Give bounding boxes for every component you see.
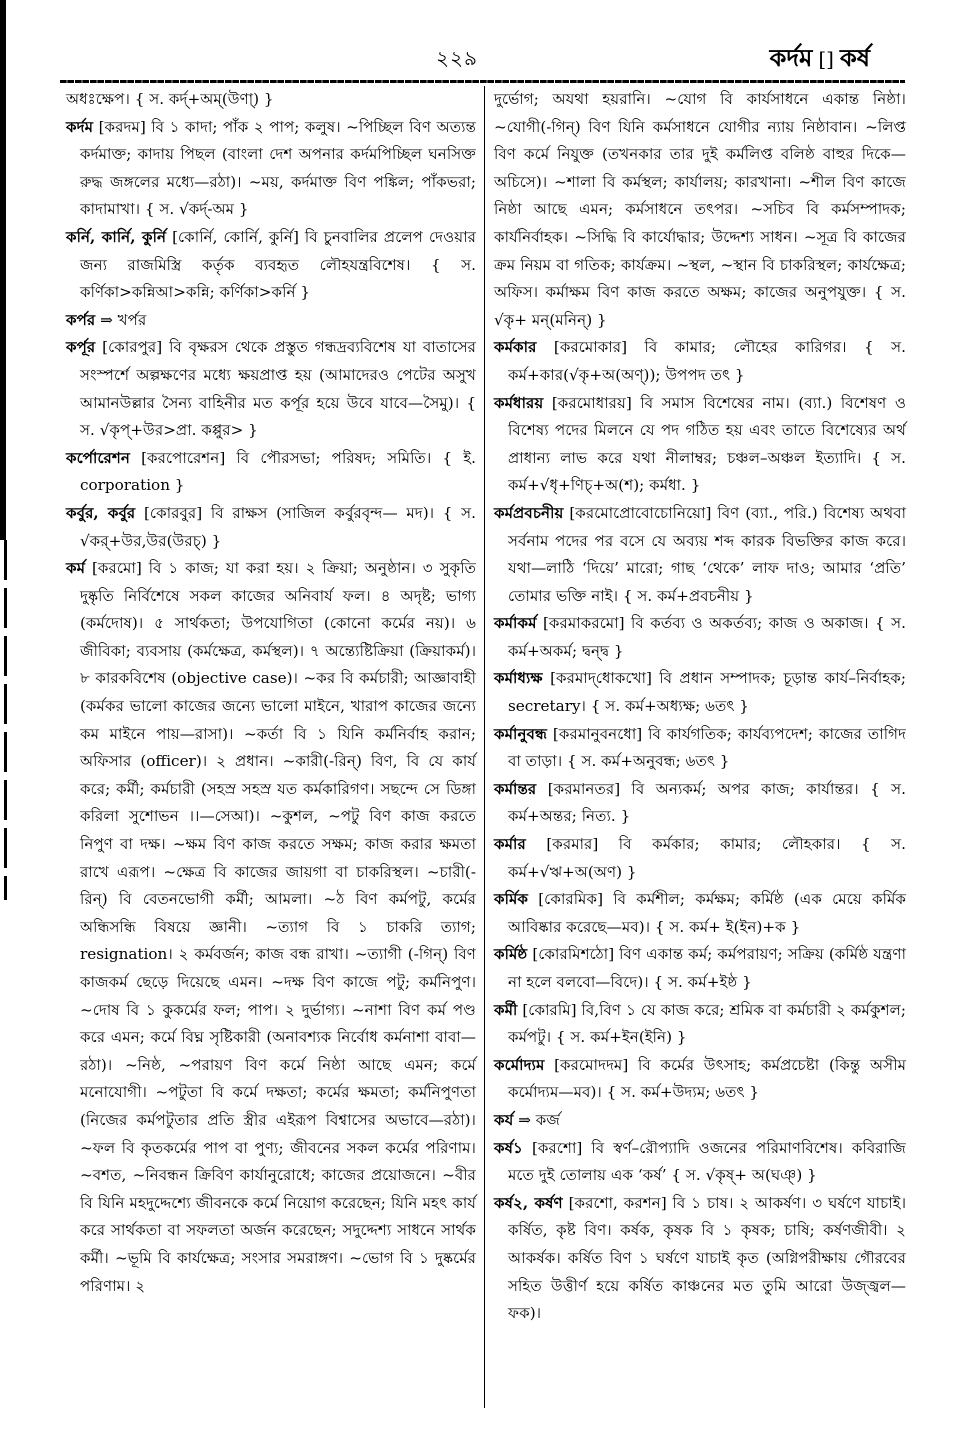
entry-definition: [করমোপ্রোবোচোনিয়ো] বিণ (ব্যা., পরি.) বিশেষ্য অথবা সর্বনাম পদের পর বসে যে অব্যয় শব্দ কারক বিভক্তির কাজ করে। যথা—লাঠি ‘দিয়ে’ মারো; গাছ ‘থেকে’ লাফ দাও; আমার ‘প্রতি’ তোমার ভক্তি নাই। { স. কর্ম+প্রবচনীয় }	[508, 503, 907, 605]
headword: কর্মোদ্যম	[494, 1055, 545, 1074]
headword: কর্পর	[66, 310, 96, 329]
dictionary-entry	[66, 334, 476, 444]
headword: কর্মী	[494, 1000, 518, 1019]
dictionary-entry	[66, 307, 476, 335]
entry-definition: [করমাদ্‌ধোকখো] বি প্রধান সম্পাদক; চূড়ান্ত কার্য–নির্বাহক; secretary। { স. কর্ম+অধ্যক্ষ; ৬তৎ }	[508, 669, 906, 716]
entry-definition: [কোরপুর] বি বৃক্ষরস থেকে প্রস্তুত গন্ধদ্রব্যবিশেষ যা বাতাসের সংস্পর্শে অল্পক্ষণের মধ্যে ক্ষয়প্রাপ্ত হয় (আমাদেরও পেটের অসুখ আমানউল্লার সৈন্য বাহিনীর মত কর্পূর হয়ে উবে যাবে—সৈমু)। { স. √কৃপ্+উর>প্রা. কপ্পুর> }	[80, 338, 476, 440]
dictionary-entry	[66, 445, 476, 500]
entry-definition: [করদম] বি ১ কাদা; পাঁক ২ পাপ; কলুষ। ~পিচ্ছিল বিণ অত্যন্ত কর্দমাক্ত; কাদায় পিছল (বাংলা দেশ অপনার কর্দমপিচ্ছিল ঘনসিক্ত রুদ্ধ জঙ্গলের মধ্যে—রঠা)। ~ময়, কর্দমাক্ত বিণ পঙ্কিল; পাঁকভরা; কাদামাখা। { স. √কর্দ্-অম }	[80, 117, 477, 219]
entry-definition: [করশো, করশন] বি ১ চাষ। ২ আকর্ষণ। ৩ ঘর্ষণে যাচাই। কর্ষিত, কৃষ্ট বিণ। কর্ষক, কৃষক বি ১ কৃষক; চাষি; কর্ষণজীবী। ২ আকর্ষক। কর্ষিত বিণ ১ ঘর্ষণে যাচাই কৃত (অগ্নিপরীক্ষায় গৌরবের সহিত উত্তীর্ণ হয়ে কর্ষিত কাঞ্চনের মত তুমি আরো উজ্জ্বল— ফক)।	[508, 1193, 906, 1323]
headword: কর্পূর	[66, 338, 96, 357]
entry-definition: [করমোদদম] বি কর্মের উৎসাহ; কর্মপ্রচেষ্টা (কিন্তু অসীম কর্মোদ্যম—মব)। { স. কর্ম+উদ্যম; ৬তৎ }	[508, 1055, 906, 1102]
entry-definition: [করশো] বি স্বর্ণ–রৌপ্যাদি ওজনের পরিমাণবিশেষ। কবিরাজি মতে দুই তোলায় এক ‘কর্ষ’ { স. √কৃষ্+ অ(ঘঞ্) }	[508, 1138, 906, 1185]
headword: কর্মিক	[494, 890, 529, 909]
headword: কর্বুর, কর্বুর	[66, 503, 136, 522]
headword: কর্মার	[494, 835, 526, 854]
dictionary-entry	[494, 831, 906, 886]
headword: কর্মিষ্ঠ	[494, 945, 528, 964]
headword: কর্ম	[66, 559, 86, 578]
entry-continuation	[494, 86, 906, 334]
page-number: ২২৯	[436, 46, 478, 70]
headword: কর্মানুবন্ধ	[494, 724, 548, 743]
dictionary-entry	[494, 610, 906, 665]
headword: কর্ষ১	[494, 1138, 523, 1157]
dictionary-entry	[66, 500, 476, 555]
entry-definition: [কোরমিশঠো] বিণ একান্ত কর্ম; কর্মপরায়ণ; সক্রিয় (কর্মিষ্ঠ যন্ত্রণা না হলে বলবো—বিদে)। { স. কর্ম+ইষ্ঠ }	[508, 945, 906, 991]
headword: কর্মাকর্ম	[494, 614, 537, 633]
entry-definition: [করমার] বি কর্মকার; কামার; লৌহকার। { স. কর্ম+√ঋ+অ(অণ) }	[508, 835, 907, 881]
dictionary-entry	[494, 1135, 906, 1190]
headword: কর্নি, কার্নি, কুর্নি	[66, 227, 167, 246]
dictionary-entry	[494, 1052, 906, 1107]
dictionary-entry	[494, 500, 906, 610]
entry-definition: ⇒ কর্জ	[518, 1110, 560, 1129]
entry-definition: [করমোধারয়] বি সমাস বিশেষের নাম। (ব্যা.) বিশেষণ ও বিশেষ্য পদের মিলনে যে পদ গঠিত হয় এবং তাতে বিশেষ্যের অর্থ প্রাধান্য লাভ করে যথা নীলাম্বর; চঞ্চল–অঞ্চল ইত্যাদি। { স. কর্ম+√ধৃ+ণিচ্+অ(শ); কর্মধা. }	[508, 393, 907, 495]
entry-definition: [কোরমি] বি,বিণ ১ যে কাজ করে; শ্রমিক বা কর্মচারী ২ কর্মকুশল; কর্মপটু। { স. কর্ম+ইন(ইনি) }	[508, 1000, 907, 1047]
dictionary-entry	[66, 224, 476, 307]
left-column	[66, 86, 476, 1300]
entry-definition: ⇒ খর্পর	[100, 310, 147, 329]
dictionary-entry	[66, 114, 476, 224]
guide-separator: []	[818, 47, 834, 71]
entry-definition: [করপোরেশন] বি পৌরসভা; পরিষদ; সমিতি। { ই. corporation }	[80, 448, 476, 495]
entry-definition: [করমানতর] বি অন্যকর্ম; অপর কাজ; কার্যান্তর। { স. কর্ম+অন্তর; নিত্য. }	[508, 779, 906, 826]
entry-definition: দুর্ভোগ; অযথা হয়রানি। ~যোগ বি কার্যসাধনে একান্ত নিষ্ঠা। ~যোগী(-গিন্) বিণ যিনি কর্মসাধনে যোগীর ন্যায় নিষ্ঠাবান। ~লিপ্ত বিণ কর্মে নিযুক্ত (তখনকার তার দুই কর্মলিপ্ত বলিষ্ঠ বাহুর দিকে—অচিসে)। ~শালা বি কর্মস্থল; কার্যালয়; কারখানা। ~শীল বিণ কাজে নিষ্ঠা আছে এমন; কর্মসাধনে তৎপর। ~সচিব বি কর্মসম্পাদক; কার্যনির্বাহক। ~সিদ্ধি বি কার্যোদ্ধার; উদ্দেশ্য সাধন। ~সূত্র বি কাজের ক্রম নিয়ম বা গতিক; কার্যক্রম। ~স্থল, ~স্থান বি চাকরিস্থল; কার্যক্ষেত্র; অফিস। কর্মাক্ষম বিণ কাজ করতে অক্ষম; কাজের অনুপযুক্ত। { স. √কৃ+ মন্(মনিন্) }	[494, 90, 906, 329]
entry-definition: [কোর্নি, কোর্নি, কুর্নি] বি চুনবালির প্রলেপ দেওয়ার জন্য রাজমিস্ত্রি কর্তৃক ব্যবহৃত লৌহযন্ত্রবিশেষ। { স. কর্ণিকা>কন্নিআ>কন্নি; কর্ণিকা>কর্নি }	[80, 227, 477, 302]
scan-edge-shadow	[0, 0, 6, 540]
guide-word-first: কর্দম	[769, 43, 813, 72]
dictionary-entry	[494, 665, 906, 720]
dictionary-entry	[494, 1107, 906, 1135]
entry-definition: [করমাকরমো] বি কর্তব্য ও অকর্তব্য; কাজ ও অকাজ। { স. কর্ম+অকর্ম; দ্বন্দ্ব }	[508, 614, 906, 660]
dictionary-entry	[494, 941, 906, 996]
entry-definition: অধঃক্ষেপ। { স. কর্দ্+অম্(উণা্) }	[66, 90, 274, 108]
dictionary-entry	[494, 334, 906, 389]
dictionary-entry	[66, 555, 476, 1300]
headword: কর্মাধ্যক্ষ	[494, 669, 543, 688]
headword: কর্দম	[66, 117, 94, 136]
headword: কর্ষ২, কর্ষণ	[494, 1193, 563, 1212]
headword: কর্মধারয়	[494, 393, 544, 412]
dictionary-entry	[494, 997, 906, 1052]
header-rule	[60, 80, 905, 83]
entry-definition: [কোরবুর] বি রাক্ষস (সাজিল কর্বুরবৃন্দ— মদ)। { স. √কর্+উর,উর(উরচ্) }	[80, 503, 476, 550]
headword: কর্মান্তর	[494, 779, 537, 798]
right-column	[494, 86, 906, 1328]
entry-definition: [কোরমিক] বি কর্মশীল; কর্মক্ষম; কর্মিষ্ঠ (এক মেয়ে কর্মিক আবিষ্কার করেছে—মব)। { স. কর্ম+ ই(ইন)+ক }	[508, 890, 907, 936]
scan-edge-shadow	[4, 540, 7, 900]
headword: কর্য	[494, 1110, 514, 1129]
dictionary-entry	[494, 1190, 906, 1328]
column-divider	[484, 86, 485, 1408]
dictionary-entry	[494, 390, 906, 500]
dictionary-entry	[494, 721, 906, 776]
guide-word-last: কর্ষ	[839, 43, 870, 72]
headword: কর্মকার	[494, 338, 537, 357]
running-head	[770, 40, 870, 80]
dictionary-entry	[494, 776, 906, 831]
entry-definition: [করমোকার] বি কামার; লৌহের কারিগর। { স. কর্ম+কার(√কৃ+অ(অণ্)); উপপদ তৎ }	[508, 338, 906, 384]
entry-definition: [করমানুবনধো] বি কার্যগতিক; কার্যব্যপদেশ; কাজের তাগিদ বা তাড়া। { স. কর্ম+অনুবন্ধ; ৬তৎ }	[508, 724, 907, 771]
entry-definition: [করমো] বি ১ কাজ; যা করা হয়। ২ ক্রিয়া; অনুষ্ঠান। ৩ সুকৃতি দুষ্কৃতি নির্বিশেষে সকল কাজের অনিবার্য ফল। ৪ অদৃষ্ট; ভাগ্য (কর্মদোষ)। ৫ সার্থকতা; উপযোগিতা (কোনো কর্মের নয়)। ৬ জীবিকা; ব্যবসায় (কর্মক্ষেত্র, কর্মস্থল)। ৭ অন্ত্যেষ্টিক্রিয়া (ক্রিয়াকর্ম)। ৮ কারকবিশেষ (objective case)। ~কর বি কর্মচারী; আজ্ঞাবাহী (কর্মকর ভালো কাজের জন্যে ভালো মাইনে, খারাপ কাজের জন্যে কম মাইনে পায়—রাসা)। ~কর্তা বি ১ যিনি কর্মনির্বাহ করান; অফিসার (officer)। ২ প্রধান। ~কারী(-রিন্) বিণ, বি যে কার্য করে; কর্মী; কর্মচারী (সহস্র সহস্র যত কর্মকারিগণ। সছন্দে সে ডিঙ্গা করিলা সুশোভন ।।—সেআ)। ~কুশল, ~পটু বিণ কাজ করতে নিপুণ বা দক্ষ। ~ক্ষম বিণ কাজ করতে সক্ষম; কাজ করার ক্ষমতা রাখে এরূপ। ~ক্ষেত্র বি কাজের জায়গা বা চাকরিস্থল। ~চারী(-রিন্) বি বেতনভোগী কর্মী; আমলা। ~ঠ বিণ কর্মপটু, কর্মের অন্ধিসন্ধি বিষয়ে জ্ঞানী। ~ত্যাগ বি ১ চাকরি ত্যাগ; resignation। ২ কর্মবর্জন; কাজ বন্ধ রাখা। ~ত্যাগী (-গিন্) বিণ কাজকর্ম ছেড়ে দিয়েছে এমন। ~দক্ষ বিণ কাজে পটু; কর্মনিপুণ। ~দোষ বি ১ কুকর্মের ফল; পাপ। ২ দুর্ভাগ্য। ~নাশা বিণ কর্ম পণ্ড করে এমন; কর্মে বিঘ্ন সৃষ্টিকারী (অনাবশ্যক নির্বোধ কর্মনাশা বাবা—রঠা)। ~নিষ্ঠ, ~পরায়ণ বিণ কর্মে নিষ্ঠা আছে এমন; কর্মে মনোযোগী। ~পটুতা বি কর্মে দক্ষতা; কর্মের ক্ষমতা; কর্মনিপুণতা (নিজের কর্মপটুতার প্রতি স্ত্রীর এইরূপ বিশ্বাসের অভাবে—রঠা)। ~ফল বি কৃতকর্মের পাপ বা পুণ্য; জীবনের সকল কর্মের পরিণাম। ~বশত, ~নিবন্ধন ক্রিবিণ কার্যানুরোধে; কাজের প্রয়োজনে। ~বীর বি যিনি মহদুদ্দেশ্যে জীবনকে কর্মে নিয়োগ করেছেন; যিনি মহৎ কার্য করে সার্থকতা বা সফলতা অর্জন করেছেন; সদুদ্দেশ্য সাধনে সার্থক কর্মী। ~ভূমি বি কার্যক্ষেত্র; সংসার সমরাঙ্গণ। ~ভোগ বি ১ দুষ্কর্মের পরিণাম। ২	[80, 559, 477, 1295]
headword: কর্মপ্রবচনীয়	[494, 503, 564, 522]
entry-continuation	[66, 86, 476, 114]
headword: কর্পোরেশন	[66, 448, 130, 467]
dictionary-entry	[494, 886, 906, 941]
